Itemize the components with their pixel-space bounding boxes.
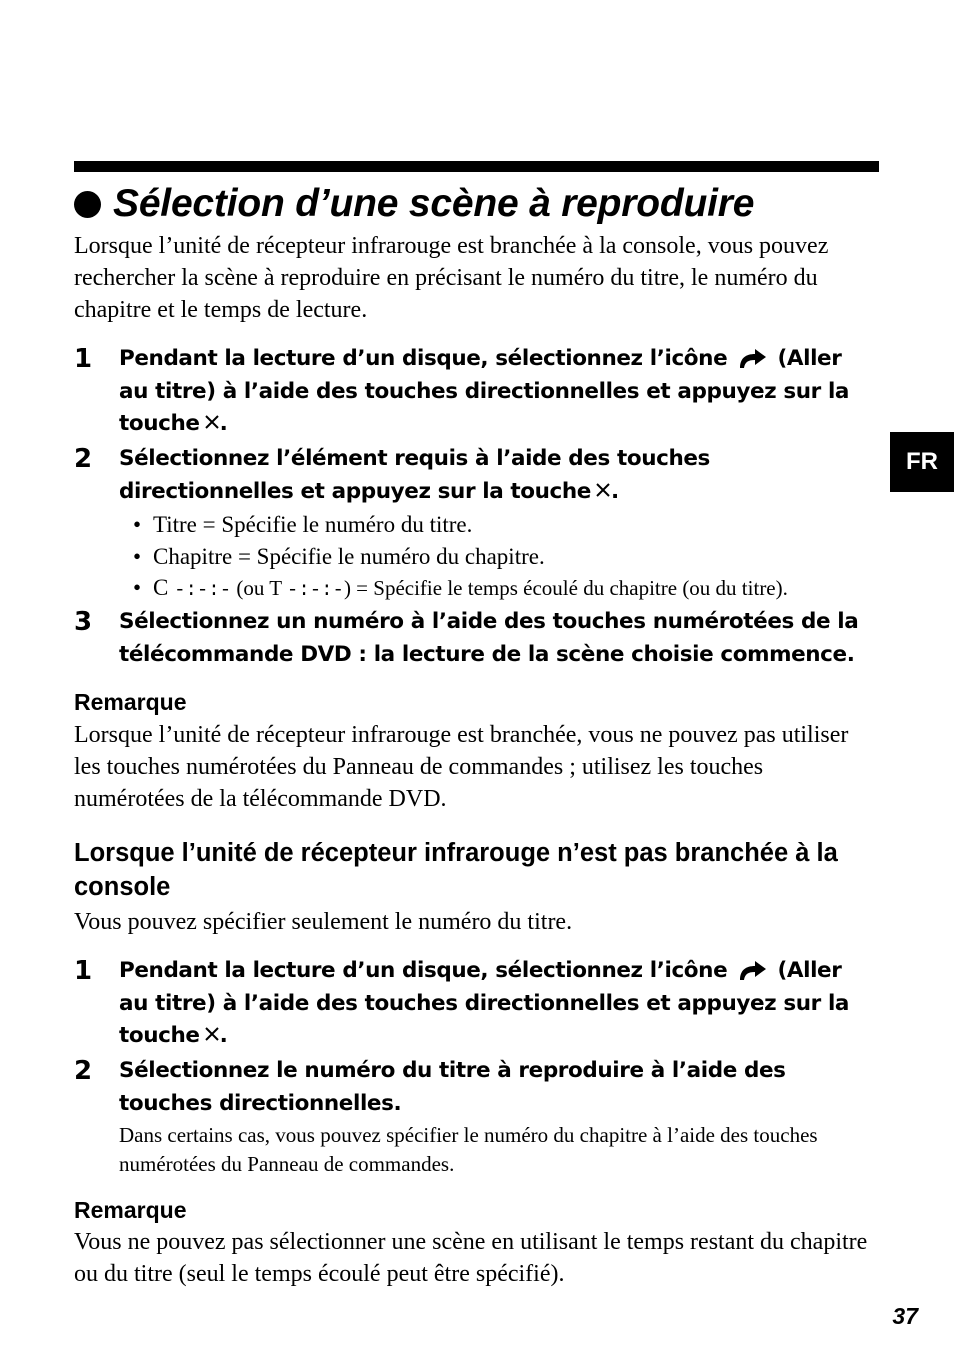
step-note: Dans certains cas, vous pouvez spécifier le numéro du chapitre à l’aide des touches numérotées du Panneau de commandes. [119, 1123, 818, 1176]
go-to-title-arrow-icon [736, 346, 768, 370]
step-a1 [74, 343, 874, 441]
remark-text: Vous ne pouvez pas sélectionner une scène en utilisant le temps restant du chapitre ou du titre (seul le temps écoulé peut être spécifié). [74, 1229, 868, 1287]
step-number: 3 [74, 607, 93, 637]
list-item: • C -:-:- (ou T -:-:-) = Spécifie le temps écoulé du chapitre (ou du titre). [133, 572, 788, 607]
page-number: 37 [892, 1303, 918, 1329]
remark-heading: Remarque [74, 689, 187, 715]
language-tab: FR [890, 432, 954, 492]
page-title-text: Sélection d’une scène à reproduire [113, 182, 755, 225]
list-item: • Titre = Spécifie le numéro du titre. [133, 509, 788, 541]
title-bullet-icon [74, 191, 101, 218]
remark-heading: Remarque [74, 1197, 187, 1223]
step-a2 [74, 443, 874, 508]
step-number: 1 [74, 956, 93, 986]
section-intro: Vous pouvez spécifier seulement le numéro du titre. [74, 909, 573, 935]
cross-button-icon [204, 1026, 220, 1042]
step-text: Pendant la lecture d’un disque, sélectionnez l’icône (Aller au titre) à l’aide des touches directionnelles et appuyez sur la touche . [119, 958, 850, 1048]
intro-paragraph: Lorsque l’unité de récepteur infrarouge est branchée à la console, vous pouvez rechercher la scène à reproduire en précisant le numéro du titre, le numéro du chapitre et le temps de lecture. [74, 233, 829, 323]
step-text: Sélectionnez un numéro à l’aide des touches numérotées de la télécommande DVD : la lecture de la scène choisie commence. [119, 609, 859, 667]
step-b1 [74, 955, 874, 1053]
section-heading: Lorsque l’unité de récepteur infrarouge n’est pas branchée à la console [74, 839, 838, 901]
step-number: 2 [74, 1056, 93, 1086]
step-number: 1 [74, 344, 93, 374]
step-text: Sélectionnez l’élément requis à l’aide des touches directionnelles et appuyez sur la touche . [119, 446, 710, 504]
page-title [74, 178, 754, 230]
go-to-title-arrow-icon [736, 958, 768, 982]
step-text: Sélectionnez le numéro du titre à reproduire à l’aide des touches directionnelles. [119, 1058, 786, 1116]
selection-options-list [133, 509, 788, 607]
step-b2 [74, 1055, 874, 1120]
header-rule [74, 161, 879, 172]
cross-button-icon [204, 414, 220, 430]
step-a3 [74, 606, 874, 671]
step-text: Pendant la lecture d’un disque, sélectionnez l’icône (Aller au titre) à l’aide des touches directionnelles et appuyez sur la touche . [119, 346, 850, 436]
cross-button-icon [595, 482, 611, 498]
step-number: 2 [74, 444, 93, 474]
list-item: • Chapitre = Spécifie le numéro du chapitre. [133, 541, 788, 573]
remark-text: Lorsque l’unité de récepteur infrarouge est branchée, vous ne pouvez pas utiliser les touches numérotées du Panneau de commandes ; utilisez les touches numérotées de la télécommande DVD. [74, 722, 849, 812]
